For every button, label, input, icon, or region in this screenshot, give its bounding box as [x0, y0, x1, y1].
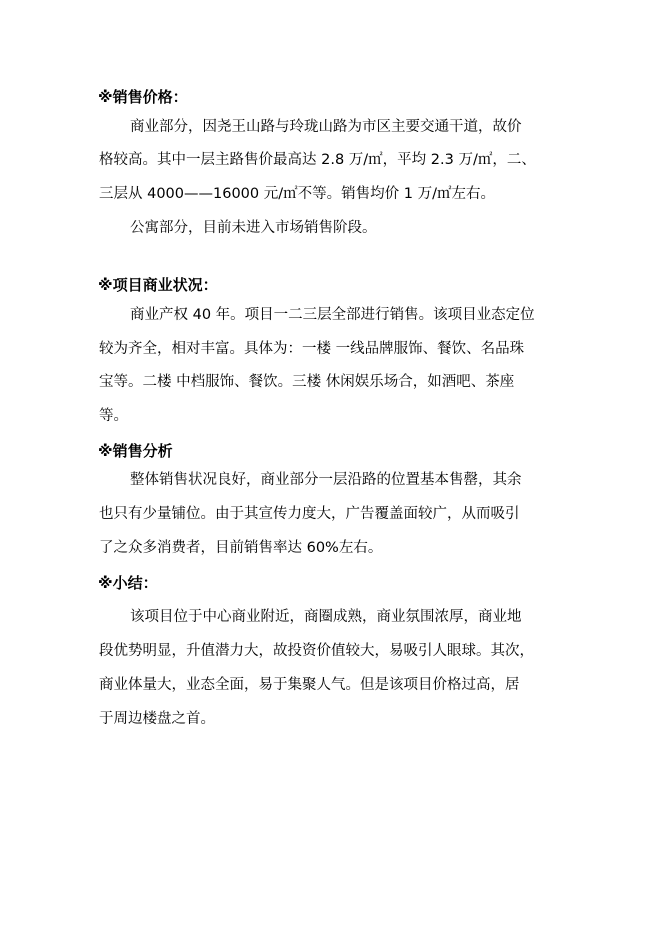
section-heading-sales-analysis: ※销售分析: [98, 442, 173, 460]
paragraph-line: 三层从 4000——16000 元/㎡不等。销售均价 1 万/㎡左右。: [99, 186, 495, 202]
section-heading-sales-price: ※销售价格：: [98, 88, 188, 106]
paragraph-line: 商业部分，因尧王山路与玲珑山路为市区主要交通干道，故价: [130, 119, 522, 135]
paragraph-line: 等。: [99, 408, 128, 424]
paragraph-line: 公寓部分，目前未进入市场销售阶段。: [130, 220, 377, 236]
paragraph-line: 商业体量大，业态全面，易于集聚人气。但是该项目价格过高，居: [99, 677, 520, 693]
paragraph-line: 也只有少量铺位。由于其宣传力度大，广告覆盖面较广，从而吸引: [99, 506, 520, 522]
paragraph-line: 该项目位于中心商业附近，商圈成熟，商业氛围浓厚，商业地: [130, 609, 522, 625]
paragraph-line: 商业产权 40 年。项目一二三层全部进行销售。该项目业态定位: [130, 307, 535, 323]
section-heading-summary: ※小结：: [98, 574, 158, 592]
section-heading-commercial-status: ※项目商业状况：: [98, 276, 218, 294]
paragraph-line: 于周边楼盘之首。: [99, 711, 215, 727]
paragraph-line: 了之众多消费者，目前销售率达 60%左右。: [99, 540, 383, 556]
paragraph-line: 较为齐全，相对丰富。具体为：一楼 一线品牌服饰、餐饮、名品珠: [99, 341, 525, 357]
paragraph-line: 段优势明显，升值潜力大，故投资价值较大，易吸引人眼球。其次，: [99, 643, 534, 659]
paragraph-line: 宝等。二楼 中档服饰、餐饮。三楼 休闲娱乐场合，如酒吧、茶座: [99, 374, 515, 390]
paragraph-line: 格较高。其中一层主路售价最高达 2.8 万/㎡，平均 2.3 万/㎡，二、: [99, 152, 536, 168]
paragraph-line: 整体销售状况良好，商业部分一层沿路的位置基本售罄，其余: [130, 472, 522, 488]
